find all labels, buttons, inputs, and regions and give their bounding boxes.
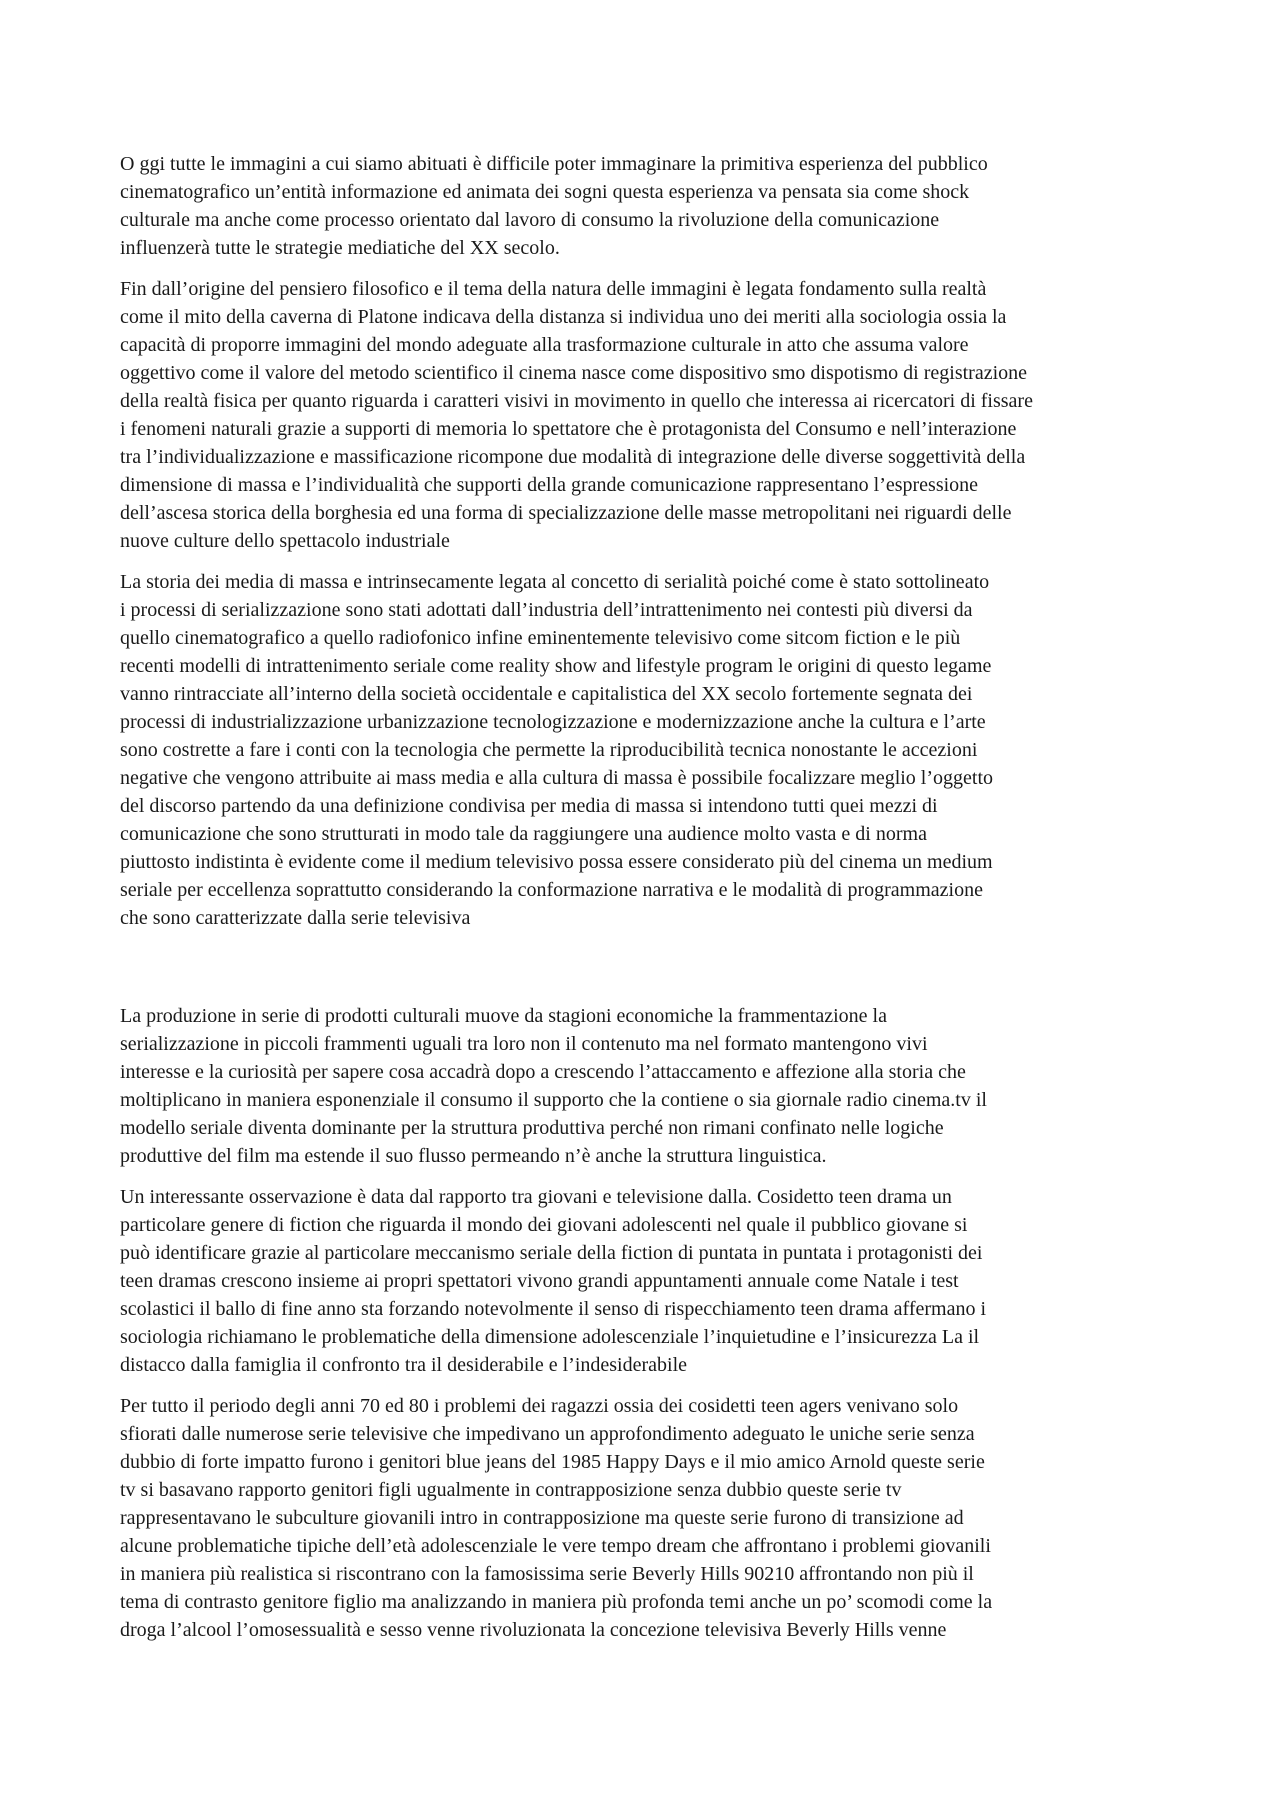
paragraph-6: Per tutto il periodo degli anni 70 ed 80 i problemi dei ragazzi ossia dei cosidetti teen agers venivano solo sfiorati dalle numerose serie televisive che impedivano un approfondimento adeguato le uniche serie senza dubbio di forte impatto furono i genitori blue jeans del 1985 Happy Days e il mio amico Arnold queste serie tv si basavano rapporto genitori figli ugualmente in contrapposizione senza dubbio queste serie tv rappresentavano le subculture giovanili intro in contrapposizione ma queste serie furono di transizione ad alcune problematiche tipiche dell’età adolescenziale le vere tempo dream che affrontano i problemi giovanili in maniera più realistica si riscontrano con la famosissima serie Beverly Hills 90210 affrontando non più il tema di contrasto genitore figlio ma analizzando in maniera più profonda temi anche un po’ scomodi come la droga l’alcool l’omosessualità e sesso venne rivoluzionata la concezione televisiva Beverly Hills venne bbox=[120, 1395, 993, 1641]
document-body bbox=[120, 150, 1200, 1657]
paragraph-2: Fin dall’origine del pensiero filosofico e il tema della natura delle immagini è legata fondamento sulla realtà come il mito della caverna di Platone indicava della distanza si individua uno dei meriti alla sociologia ossia la capacità di proporre immagini del mondo adeguate alla trasformazione culturale in atto che assuma valore oggettivo come il valore del metodo scientifico il cinema nasce come dispositivo smo dispotismo di registrazione della realtà fisica per quanto riguarda i caratteri visivi in movimento in quello che interessa ai ricercatori di fissare i fenomeni naturali grazie a supporti di memoria lo spettatore che è protagonista del Consumo e nell’interazione tra l’individualizzazione e massificazione ricompone due modalità di integrazione delle diverse soggettività della dimensione di massa e l’individualità che supporti della grande comunicazione rappresentano l’espressione dell’ascesa storica della borghesia ed una forma di specializzazione delle masse metropolitani nei riguardi delle nuove culture dello spettacolo industriale bbox=[120, 278, 1033, 552]
paragraph-4: La produzione in serie di prodotti culturali muove da stagioni economiche la frammentazione la serializzazione in piccoli frammenti uguali tra loro non il contenuto ma nel formato mantengono vivi interesse e la curiosità per sapere cosa accadrà dopo a crescendo l’attaccamento e affezione alla storia che moltiplicano in maniera esponenziale il consumo il supporto che la contiene o sia giornale radio cinema.tv il modello seriale diventa dominante per la struttura produttiva perché non rimani confinato nelle logiche produttive del film ma estende il suo flusso permeando n’è anche la struttura linguistica. bbox=[120, 1005, 987, 1167]
paragraph-1: O ggi tutte le immagini a cui siamo abituati è difficile poter immaginare la primitiva esperienza del pubblico cinematografico un’entità informazione ed animata dei sogni questa esperienza va pensata sia come shock culturale ma anche come processo orientato dal lavoro di consumo la rivoluzione della comunicazione influenzerà tutte le strategie mediatiche del XX secolo. bbox=[120, 153, 988, 259]
paragraph-3: La storia dei media di massa e intrinsecamente legata al concetto di serialità poiché come è stato sottolineato i processi di serializzazione sono stati adottati dall’industria dell’intrattenimento nei contesti più diversi da quello cinematografico a quello radiofonico infine eminentemente televisivo come sitcom fiction e le più recenti modelli di intrattenimento seriale come reality show and lifestyle program le origini di questo legame vanno rintracciate all’interno della società occidentale e capitalistica del XX secolo fortemente segnata dei processi di industrializzazione urbanizzazione tecnologizzazione e modernizzazione anche la cultura e l’arte sono costrette a fare i conti con la tecnologia che permette la riproducibilità tecnica nonostante le accezioni negative che vengono attribuite ai mass media e alla cultura di massa è possibile focalizzare meglio l’oggetto del discorso partendo da una definizione condivisa per media di massa si intendono tutti quei mezzi di comunicazione che sono strutturati in modo tale da raggiungere una audience molto vasta e di norma piuttosto indistinta è evidente come il medium televisivo possa essere considerato più del cinema un medium seriale per eccellenza soprattutto considerando la conformazione narrativa e le modalità di programmazione che sono caratterizzate dalla serie televisiva bbox=[120, 571, 994, 929]
paragraph-5: Un interessante osservazione è data dal rapporto tra giovani e televisione dalla. Cosidetto teen drama un particolare genere di fiction che riguarda il mondo dei giovani adolescenti nel quale il pubblico giovane si può identificare grazie al particolare meccanismo seriale della fiction di puntata in puntata i protagonisti dei teen dramas crescono insieme ai propri spettatori vivono grandi appuntamenti annuale come Natale i test scolastici il ballo di fine anno sta forzando notevolmente il senso di rispecchiamento teen drama affermano i sociologia richiamano le problematiche della dimensione adolescenziale l’inquietudine e l’insicurezza La il distacco dalla famiglia il confronto tra il desiderabile e l’indesiderabile bbox=[120, 1186, 987, 1376]
